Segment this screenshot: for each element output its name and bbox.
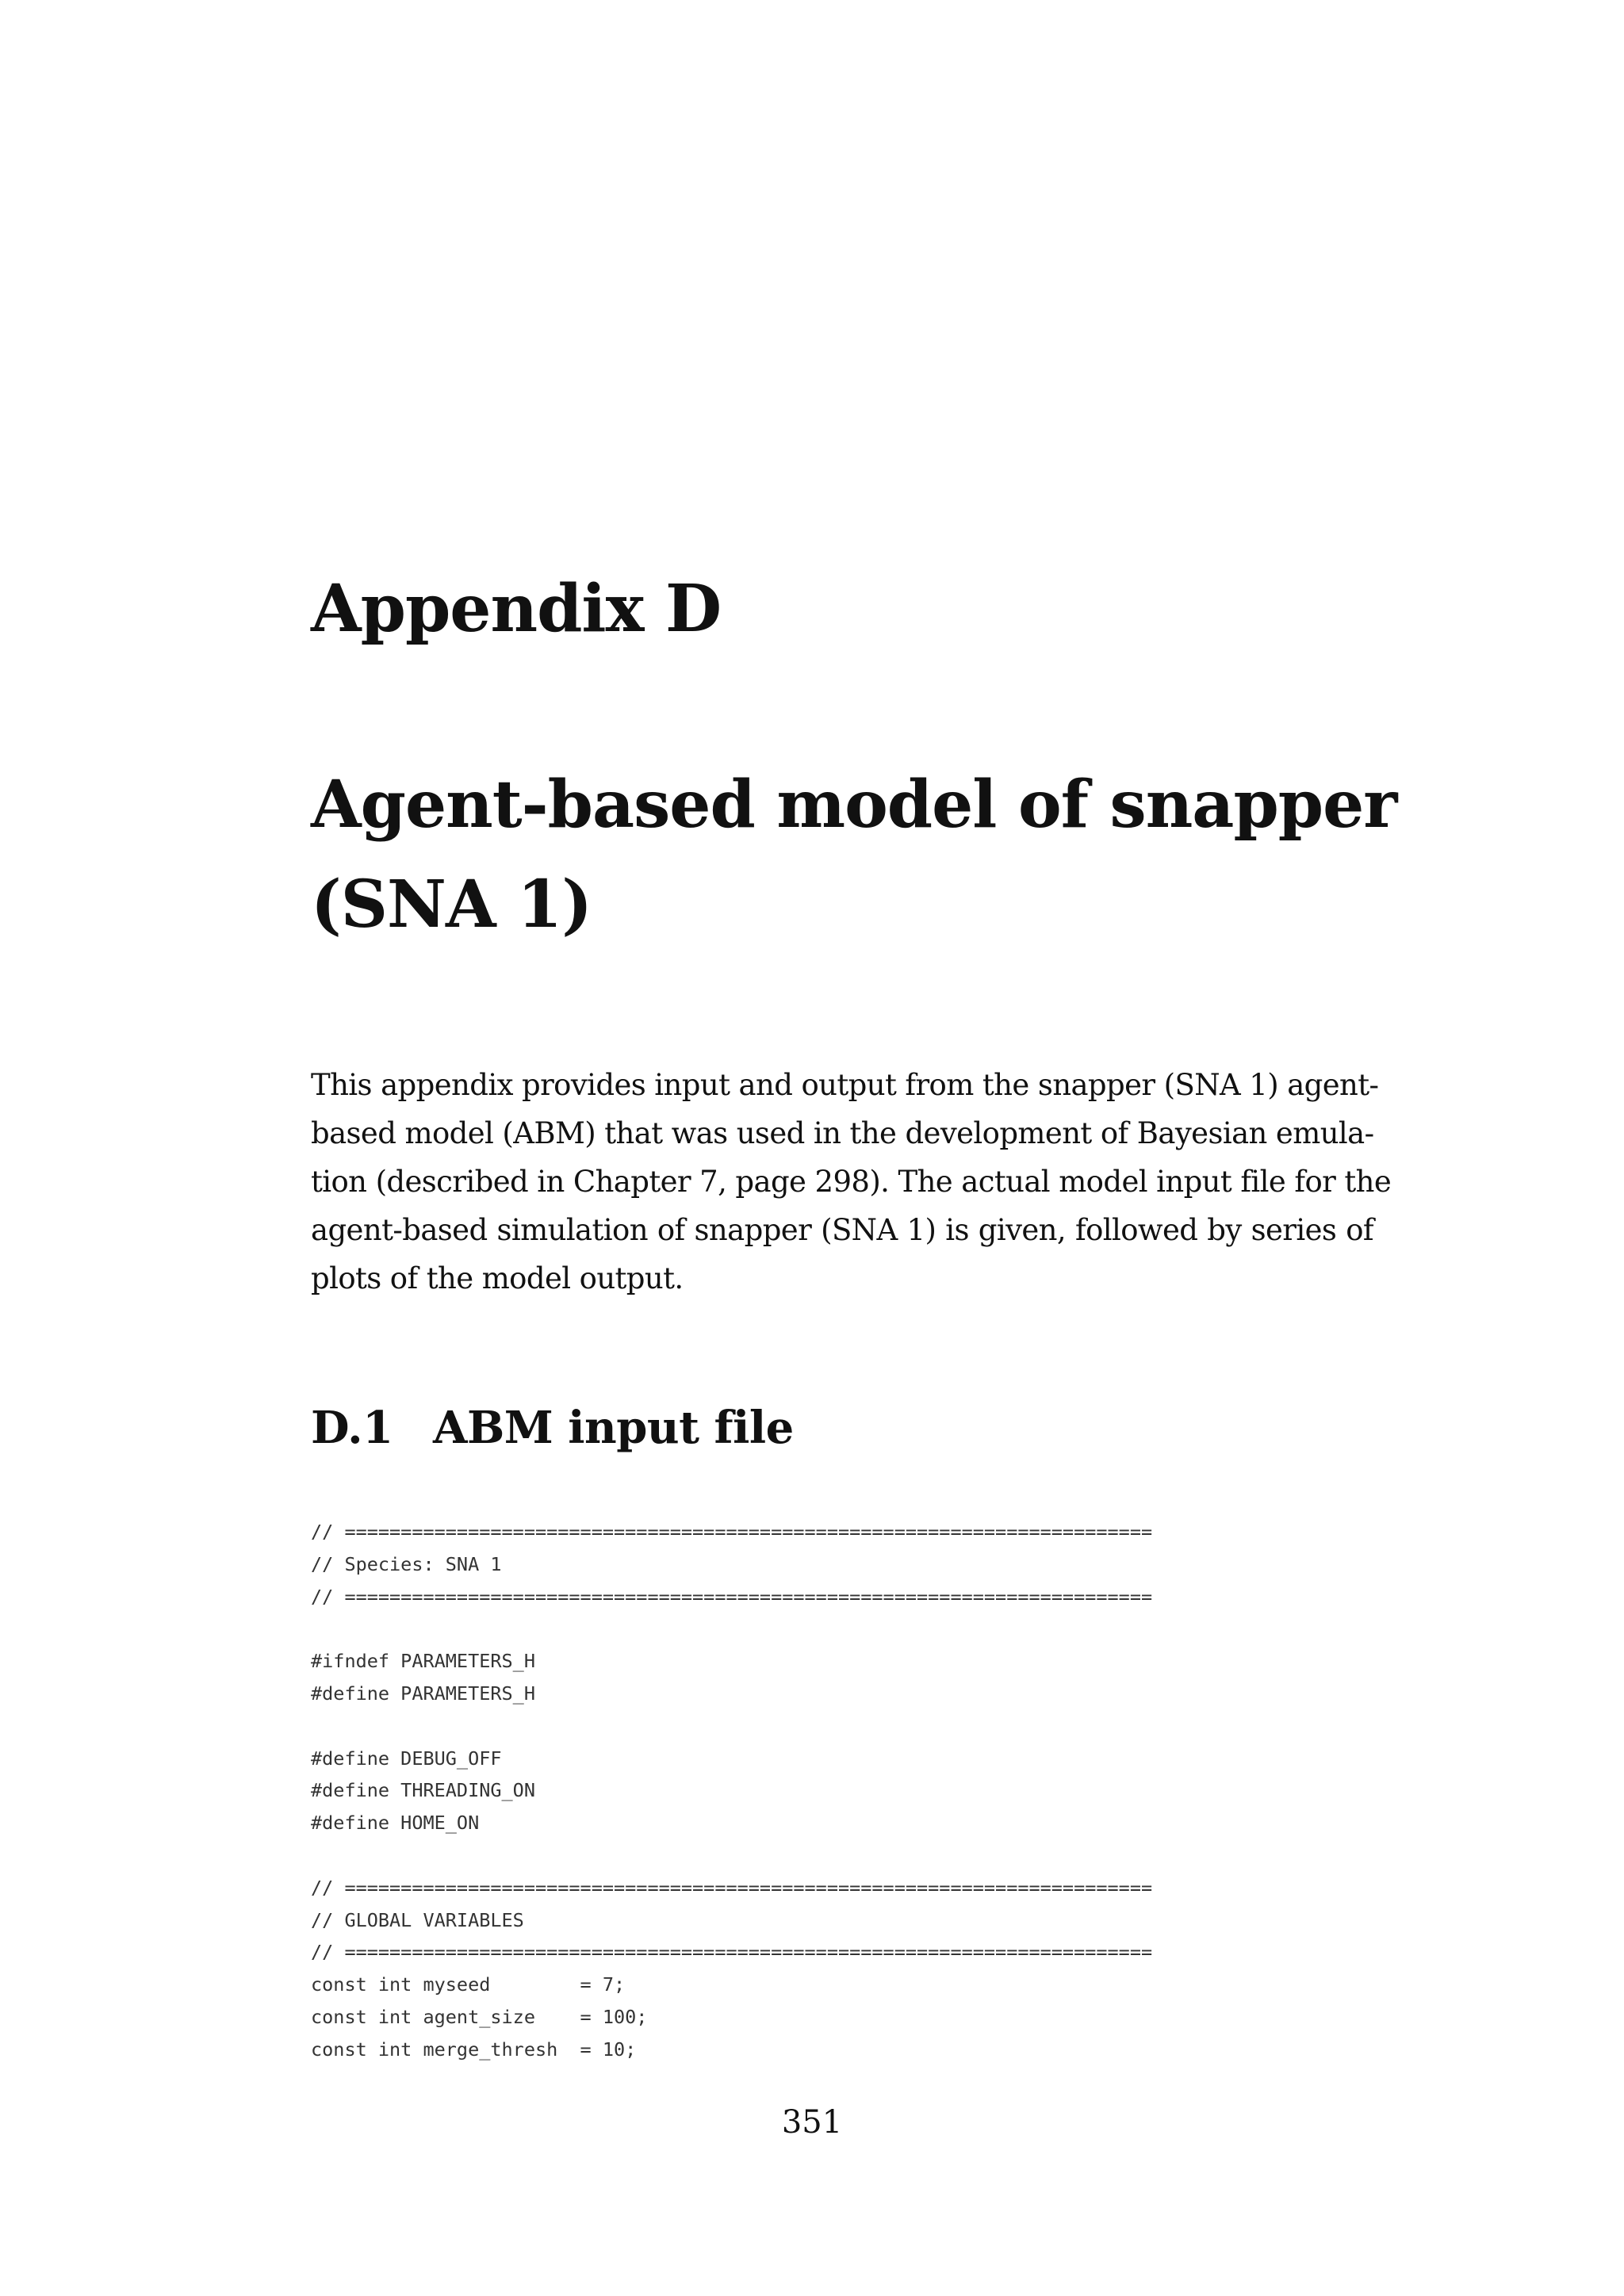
code-line: const int agent_size = 100; <box>311 2005 648 2028</box>
code-line: // ======================================================================== <box>311 1521 1153 1543</box>
code-line: #define DEBUG_OFF <box>311 1747 502 1770</box>
code-line: const int merge_thresh = 10; <box>311 2038 637 2061</box>
section-heading <box>311 1400 794 1456</box>
intro-line: agent-based simulation of snapper (SNA 1) is given, followed by series of <box>311 1213 1373 1247</box>
chapter-title-line: (SNA 1) <box>311 867 592 943</box>
intro-paragraph <box>311 1061 1392 1303</box>
appendix-label: Appendix D <box>311 571 722 647</box>
code-line <box>311 1710 1152 1743</box>
code-line: #ifndef PARAMETERS_H <box>311 1650 535 1673</box>
code-line: #define PARAMETERS_H <box>311 1682 535 1705</box>
section-title: ABM input file <box>433 1402 794 1454</box>
code-line: // ======================================================================== <box>311 1941 1153 1964</box>
page-number: 351 <box>781 2104 843 2141</box>
code-line: // Species: SNA 1 <box>311 1552 502 1575</box>
chapter-title-line: Agent-based model of snapper <box>311 767 1397 843</box>
code-line: #define HOME_ON <box>311 1812 480 1835</box>
code-line <box>311 1613 1152 1645</box>
intro-line: This appendix provides input and output from the snapper (SNA 1) agent- <box>311 1068 1379 1102</box>
intro-line: tion (described in Chapter 7, page 298). The actual model input file for the <box>311 1165 1392 1199</box>
code-line: const int myseed = 7; <box>311 1973 626 1996</box>
code-line: #define THREADING_ON <box>311 1779 535 1802</box>
code-line: // ======================================================================== <box>311 1876 1153 1899</box>
code-line <box>311 1839 1152 1872</box>
code-line: // GLOBAL VARIABLES <box>311 1908 524 1931</box>
chapter-title <box>311 755 1421 955</box>
intro-line: based model (ABM) that was used in the development of Bayesian emula- <box>311 1116 1374 1150</box>
section-number: D.1 <box>311 1402 393 1454</box>
code-line: // ======================================================================== <box>311 1585 1153 1608</box>
intro-line: plots of the model output. <box>311 1261 684 1295</box>
code-listing <box>311 1516 1152 2066</box>
